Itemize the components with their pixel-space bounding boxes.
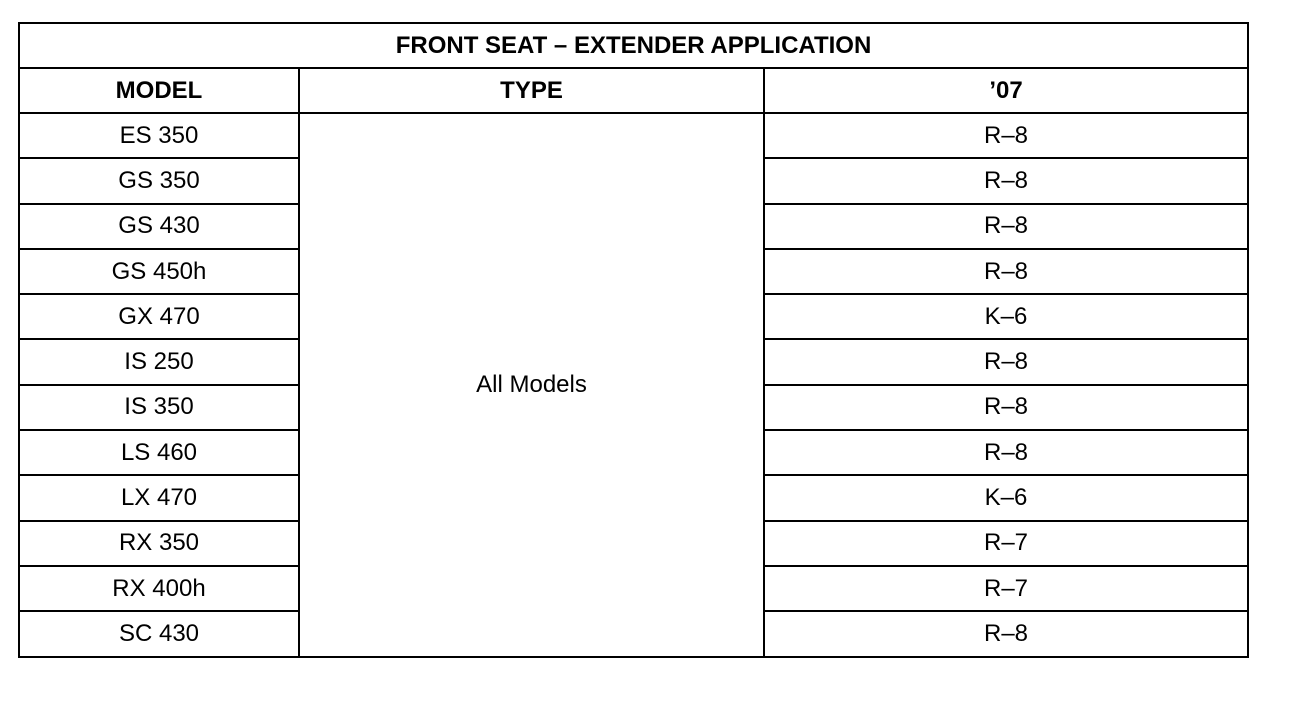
model-cell: GS 430	[19, 204, 299, 249]
type-cell: All Models	[299, 113, 764, 657]
year-value-cell: R–7	[764, 521, 1248, 566]
year-value-cell: R–7	[764, 566, 1248, 611]
model-cell: LX 470	[19, 475, 299, 520]
model-cell: IS 250	[19, 339, 299, 384]
model-cell: GS 350	[19, 158, 299, 203]
year-value-cell: R–8	[764, 113, 1248, 158]
model-cell: GX 470	[19, 294, 299, 339]
model-cell: ES 350	[19, 113, 299, 158]
year-value-cell: R–8	[764, 385, 1248, 430]
year-column-header: ’07	[764, 68, 1248, 113]
model-cell: SC 430	[19, 611, 299, 656]
type-column-header: TYPE	[299, 68, 764, 113]
extender-application-table	[18, 22, 1249, 658]
model-cell: RX 350	[19, 521, 299, 566]
model-cell: IS 350	[19, 385, 299, 430]
year-value-cell: R–8	[764, 158, 1248, 203]
year-value-cell: R–8	[764, 611, 1248, 656]
model-cell: GS 450h	[19, 249, 299, 294]
model-cell: RX 400h	[19, 566, 299, 611]
year-value-cell: R–8	[764, 204, 1248, 249]
year-value-cell: R–8	[764, 339, 1248, 384]
year-value-cell: K–6	[764, 475, 1248, 520]
year-value-cell: R–8	[764, 249, 1248, 294]
year-value-cell: K–6	[764, 294, 1248, 339]
year-value-cell: R–8	[764, 430, 1248, 475]
table-title: FRONT SEAT – EXTENDER APPLICATION	[19, 23, 1248, 68]
table-row	[19, 113, 1248, 158]
model-column-header: MODEL	[19, 68, 299, 113]
model-cell: LS 460	[19, 430, 299, 475]
